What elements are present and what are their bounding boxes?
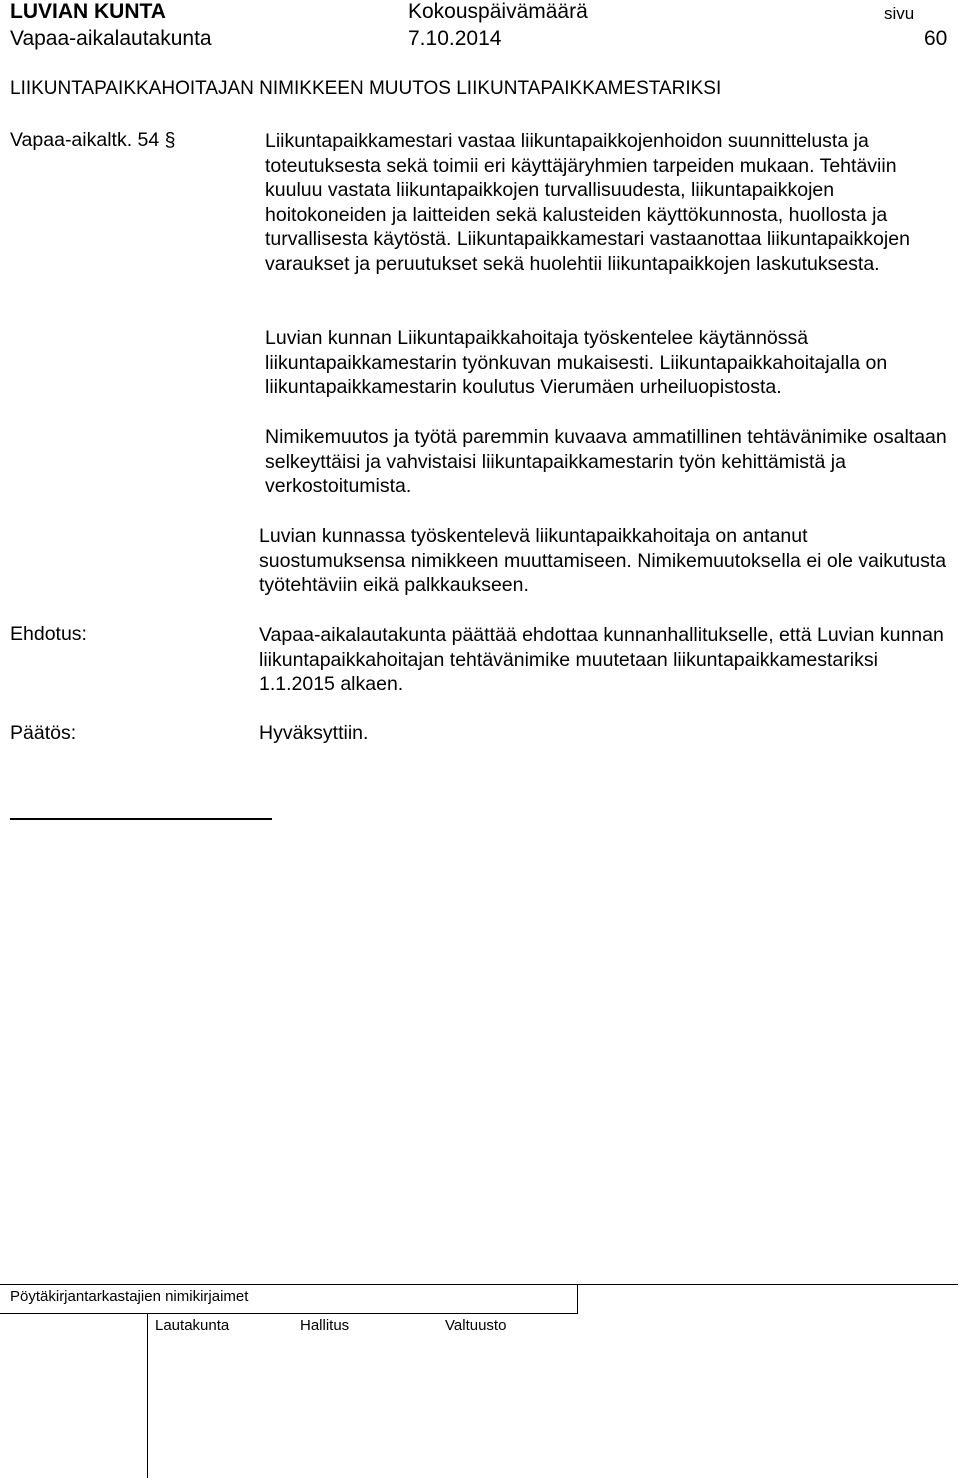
footer-top-rule (0, 1284, 958, 1285)
footer-inner-rule (0, 1313, 577, 1314)
body-paragraph-4 (259, 524, 955, 598)
paragraph-text: Luvian kunnassa työskentelevä liikuntapaikkahoitaja on antanut suostumuksensa nimikkeen muuttamiseen. Nimikemuutoksella ei ole vaikutusta työtehtäviin eikä palkkaukseen. (259, 525, 947, 597)
paragraph-text: Vapaa-aikalautakunta päättää ehdottaa kunnanhallitukselle, että Luvian kunnan liikuntapaikkahoitajan tehtävänimike muutetaan liikuntapaikkamestariksi 1.1.2015 alkaen. (259, 624, 944, 696)
org-name: LUVIAN KUNTA (10, 0, 166, 23)
paragraph-text: Luvian kunnan Liikuntapaikkahoitaja työskentelee käytännössä liikuntapaikkamestarin työnkuvan mukaisesti. Liikuntapaikkahoitajalla on liikuntapaikkamestarin koulutus Vierumäen urheiluopistosta. (265, 327, 888, 399)
column-hallitus: Hallitus (300, 1317, 350, 1334)
page-number: 60 (924, 27, 948, 50)
proposal-text (259, 623, 955, 697)
committee-name: Vapaa-aikalautakunta (10, 27, 212, 50)
column-lautakunta: Lautakunta (155, 1317, 230, 1334)
body-paragraph-2 (265, 326, 955, 400)
section-reference: Vapaa-aikaltk. 54 § (10, 129, 176, 151)
meeting-date: 7.10.2014 (408, 27, 502, 50)
paragraph-text: Nimikemuutos ja työtä paremmin kuvaava ammatillinen tehtävänimike osaltaan selkeyttäisi ja vahvistaisi liikuntapaikkamestarin työn kehittämistä ja verkostoitumista. (265, 426, 947, 498)
body-paragraph-1 (265, 129, 955, 277)
footer-divider (577, 1284, 578, 1314)
decision-text: Hyväksyttiin. (259, 722, 369, 744)
signatures-label: Pöytäkirjantarkastajien nimikirjaimet (10, 1288, 249, 1305)
separator-line (10, 818, 272, 820)
document-title: LIIKUNTAPAIKKAHOITAJAN NIMIKKEEN MUUTOS LIIKUNTAPAIKKAMESTARIKSI (10, 78, 722, 99)
body-paragraph-3 (265, 425, 955, 499)
page-label: sivu (884, 4, 915, 23)
proposal-label: Ehdotus: (10, 623, 87, 645)
column-valtuusto: Valtuusto (445, 1317, 507, 1334)
paragraph-text: Liikuntapaikkamestari vastaa liikuntapaikkojenhoidon suunnittelusta ja toteutuksesta sekä toimii eri käyttäjäryhmien tarpeiden mukaan. Tehtäviin kuuluu vastata liikuntapaikkojen turvallisuudesta, liikuntapaikkojen hoitokoneiden ja laitteiden sekä kalusteiden käyttökunnosta, huollosta ja turvallisesta käytöstä. Liikuntapaikkamestari vastaanottaa liikuntapaikkojen varaukset ja peruutukset sekä huolehtii liikuntapaikkojen laskutuksesta. (265, 130, 910, 275)
footer-column-divider-1 (147, 1313, 148, 1478)
meeting-date-label: Kokouspäivämäärä (408, 0, 588, 23)
decision-label: Päätös: (10, 722, 77, 744)
